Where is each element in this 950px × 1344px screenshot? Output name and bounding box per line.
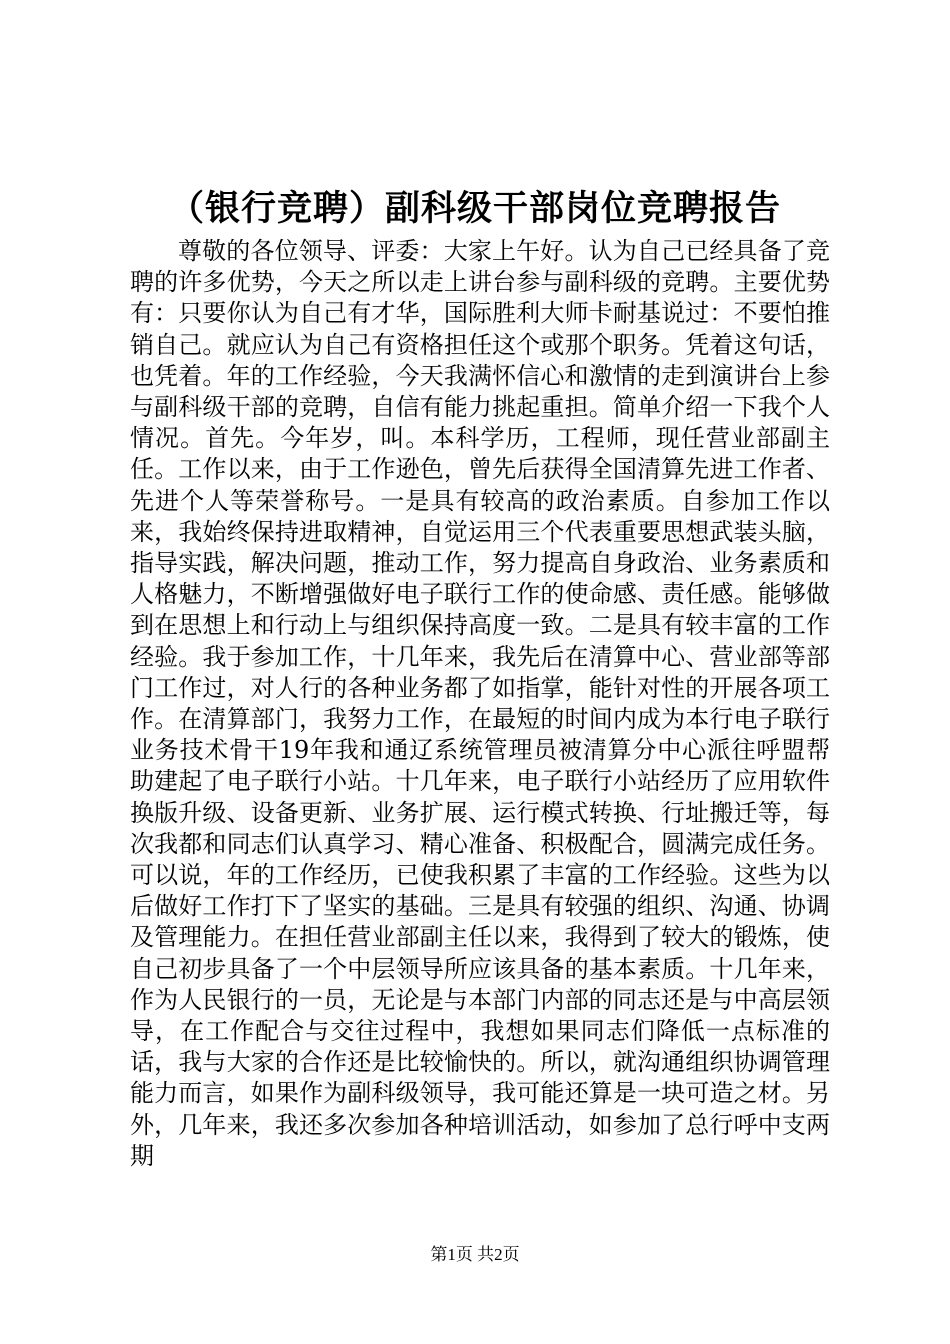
page-number: 第1页 bbox=[430, 1245, 473, 1264]
document-body: 尊敬的各位领导、评委：大家上午好。认为自己已经具备了竞聘的许多优势，今天之所以走上讲台参与副科级的竞聘。主要优势有：只要你认为自己有才华，国际胜利大师卡耐基说过：不要怕推销自己。就应认为自己有资格担任这个或那个职务。凭着这句话，也凭着。年的工作经验，今天我满怀信心和激情的走到演讲台上参与副科级干部的竞聘，自信有能力挑起重担。简单介绍一下我个人情况。首先。今年岁，叫。本科学历，工程师，现任营业部副主任。工作以来，由于工作逊色，曾先后获得全国清算先进工作者、先进个人等荣誉称号。一是具有较高的政治素质。自参加工作以来，我始终保持进取精神，自觉运用三个代表重要思想武装头脑，指导实践，解决问题，推动工作，努力提高自身政治、业务素质和人格魅力，不断增强做好电子联行工作的使命感、责任感。能够做到在思想上和行动上与组织保持高度一致。二是具有较丰富的工作经验。我于参加工作，十几年来，我先后在清算中心、营业部等部门工作过，对人行的各种业务都了如指掌，能针对性的开展各项工作。在清算部门，我努力工作，在最短的时间内成为本行电子联行业务技术骨干19年我和通辽系统管理员被清算分中心派往呼盟帮助建起了电子联行小站。十几年来，电子联行小站经历了应用软件换版升级、设备更新、业务扩展、运行模式转换、行址搬迁等，每次我都和同志们认真学习、精心准备、积极配合，圆满完成任务。可以说，年的工作经历，已使我积累了丰富的工作经验。这些为以后做好工作打下了坚实的基础。三是具有较强的组织、沟通、协调及管理能力。在担任营业部副主任以来，我得到了较大的锻炼，使自己初步具备了一个中层领导所应该具备的基本素质。十几年来，作为人民银行的一员，无论是与本部门内部的同志还是与中高层领导，在工作配合与交往过程中，我想如果同志们降低一点标准的话，我与大家的合作还是比较愉快的。所以，就沟通组织协调管理能力而言，如果作为副科级领导，我可能还算是一块可造之材。另外，几年来，我还多次参加各种培训活动，如参加了总行呼中支两期 bbox=[130, 237, 830, 1170]
page-total: 共2页 bbox=[477, 1245, 520, 1264]
document-title: （银行竞聘）副科级干部岗位竞聘报告 bbox=[168, 188, 781, 229]
page-footer bbox=[0, 1244, 950, 1266]
